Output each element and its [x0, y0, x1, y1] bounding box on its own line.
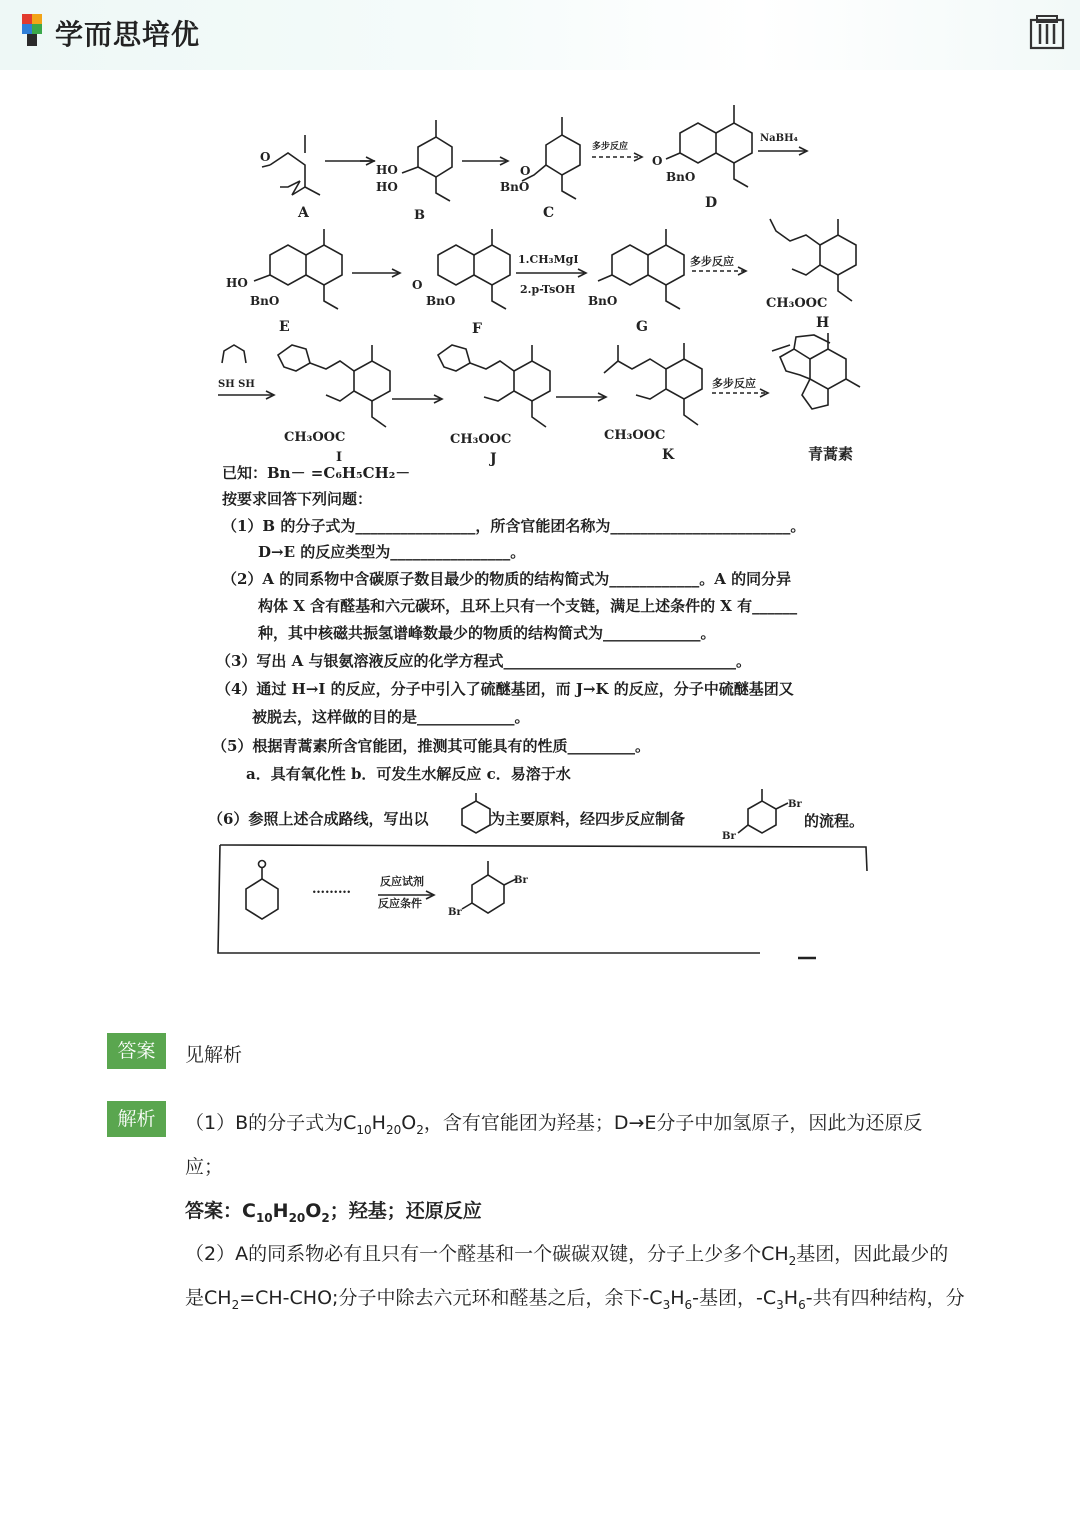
brand-name: 学而思培优 — [55, 18, 201, 51]
box-br-2: Br — [448, 907, 462, 918]
box-condition: 反应条件 — [378, 897, 422, 910]
analysis-tag: 解析 — [107, 1101, 166, 1137]
group-ch3ooc-j: CH₃OOC — [450, 432, 512, 447]
reagent-grignard-1: 1.CH₃MgI — [518, 253, 579, 266]
group-ho-b1: HO — [376, 163, 398, 177]
analysis-p1-line-1: （1）B的分子式为$C_{10}H_{20}O_2$，含有官能团为羟基；D→E分子中加氢原子，因此为还原反 — [185, 1112, 923, 1137]
group-o-a: O — [260, 150, 271, 164]
books-icon[interactable] — [1028, 14, 1066, 52]
group-bno-d: BnO — [666, 170, 696, 184]
analysis-p2-line-2: 是$CH_2=CH$-CHO;分子中除去六元环和醛基之后，余下$-C_3H_6-$基团，$-C_3H_6-$共有四种结构，分 — [185, 1287, 965, 1312]
instruction: 按要求回答下列问题： — [222, 490, 373, 508]
label-c: C — [543, 205, 555, 221]
label-j: J — [490, 451, 497, 467]
q6-br-2: Br — [722, 831, 736, 842]
q1-line-1: （1）B 的分子式为________________，所含官能团名称为________________________。 — [222, 517, 806, 535]
answer-text: 见解析 — [185, 1044, 243, 1066]
analysis-answer-1: 答案：$C_{10}H_{20}O_2$；羟基；还原反应 — [185, 1200, 482, 1225]
known-bn: 已知：Bn－ =C₆H₅CH₂－ — [222, 464, 411, 482]
q2-line-1: （2）A 的同系物中含碳原子数目最少的物质的结构简式为____________。A 的同分异 — [222, 570, 792, 588]
q4-line-2: 被脱去，这样做的目的是_____________。 — [252, 708, 530, 726]
group-o-d: O — [652, 154, 663, 168]
group-bno-g: BnO — [588, 294, 618, 308]
group-bno-c: BnO — [500, 180, 530, 194]
group-ho-e: HO — [226, 276, 248, 290]
analysis-p2-line-1: （2）A的同系物必有且只有一个醛基和一个碳碳双键，分子上少多个$CH_2$基团，因此最少的 — [185, 1243, 949, 1268]
box-reagent: 反应试剂 — [380, 875, 424, 888]
q3-line: （3）写出 A 与银氨溶液反应的化学方程式_______________________________。 — [216, 652, 752, 670]
q4-line-1: （4）通过 H→I 的反应，分子中引入了硫醚基团，而 J→K 的反应，分子中硫醚基团又 — [216, 680, 794, 698]
analysis-p1-line-2: 应； — [185, 1156, 224, 1178]
reagent-g-h: 多步反应 — [690, 255, 734, 268]
group-bno-f: BnO — [426, 294, 456, 308]
q6-prefix: （6）参照上述合成路线，写出以 — [208, 810, 429, 828]
reagent-dithiol: SH SH — [218, 379, 255, 390]
group-ho-b2: HO — [376, 180, 398, 194]
label-h: H — [816, 315, 830, 331]
q6-br-1: Br — [788, 799, 802, 810]
box-dots: ……… — [312, 882, 351, 897]
reagent-nabh4: NaBH₄ — [760, 133, 798, 144]
group-o-f: O — [412, 278, 423, 292]
label-g: G — [636, 319, 648, 335]
label-artemisinin: 青蒿素 — [808, 445, 854, 463]
label-a: A — [298, 205, 309, 221]
reagent-k-product: 多步反应 — [712, 377, 756, 390]
q1-line-2: D→E 的反应类型为________________。 — [258, 543, 526, 561]
q6-middle: 为主要原料，经四步反应制备 — [490, 810, 686, 828]
q2-line-3: 种，其中核磁共振氢谱峰数最少的物质的结构简式为_____________。 — [258, 624, 716, 642]
label-i: I — [336, 450, 343, 465]
group-o-c: O — [520, 164, 531, 178]
reagent-grignard-2: 2.p-TsOH — [520, 283, 576, 296]
page-header — [0, 0, 1080, 70]
q5-line: （5）根据青蒿素所含官能团，推测其可能具有的性质_________。 — [212, 737, 650, 755]
group-bno-e: BnO — [250, 294, 280, 308]
xueersi-logo-icon — [22, 14, 48, 48]
label-d: D — [705, 195, 718, 211]
group-ch3ooc-i: CH₃OOC — [284, 430, 346, 445]
label-f: F — [472, 321, 482, 337]
reagent-c-d: 多步反应 — [592, 142, 629, 152]
q6-suffix: 的流程。 — [804, 812, 865, 830]
label-b: B — [414, 208, 425, 223]
answer-tag: 答案 — [107, 1033, 166, 1069]
q5-options: a．具有氧化性 b．可发生水解反应 c．易溶于水 — [246, 765, 571, 783]
label-e: E — [279, 319, 290, 335]
label-k: K — [662, 447, 675, 463]
q2-line-2: 构体 X 含有醛基和六元碳环，且环上只有一个支链，满足上述条件的 X 有______ — [258, 597, 798, 615]
group-ch3ooc-h: CH₃OOC — [766, 296, 828, 311]
group-ch3ooc-k: CH₃OOC — [604, 428, 666, 443]
box-br-1: Br — [514, 875, 528, 886]
